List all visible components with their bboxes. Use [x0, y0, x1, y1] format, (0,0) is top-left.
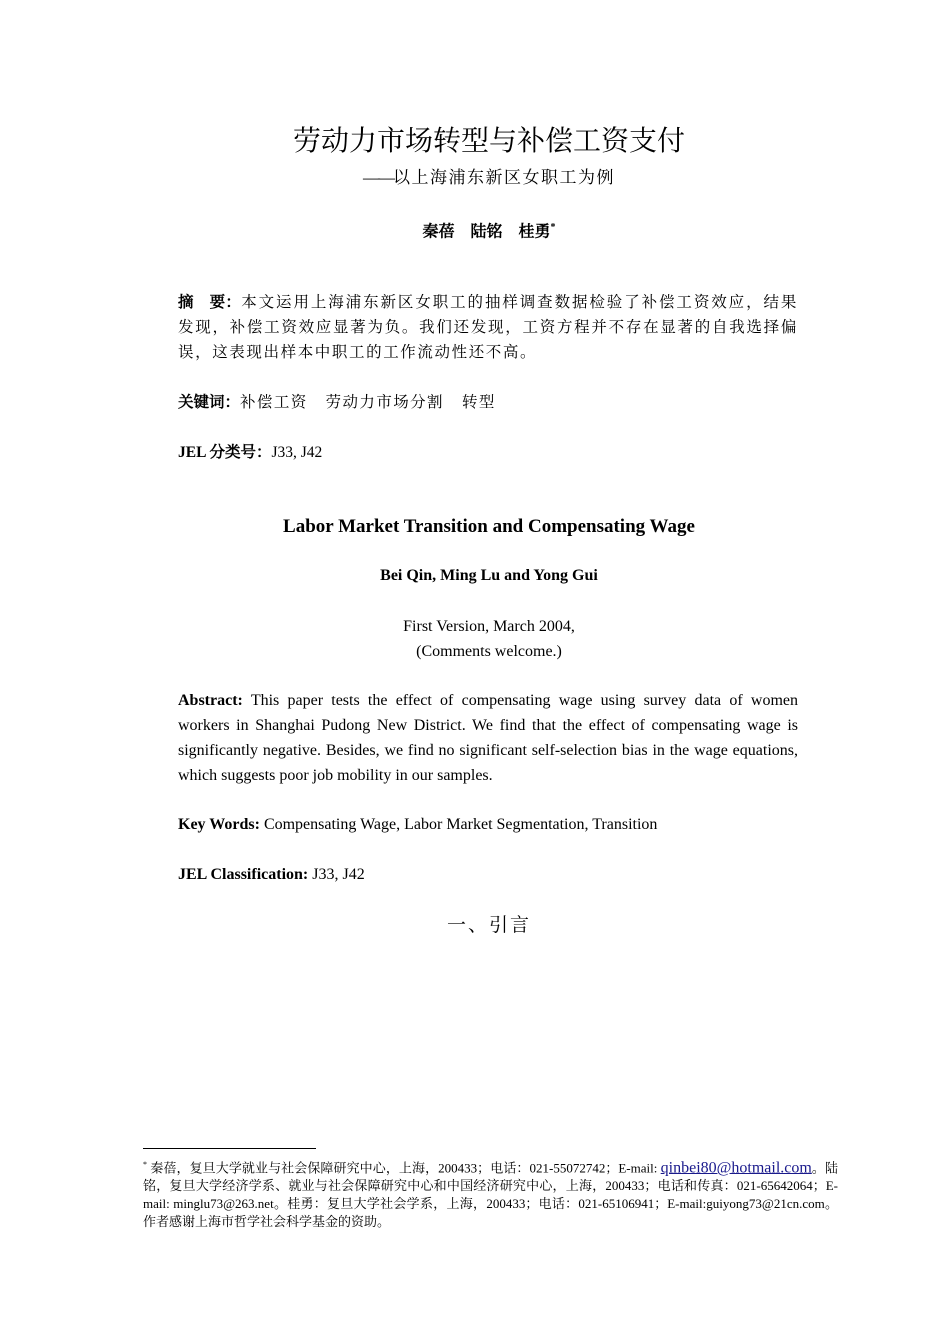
- version-line: First Version, March 2004,: [403, 618, 575, 635]
- email-link[interactable]: qinbei80@hotmail.com: [660, 1159, 812, 1177]
- keyword: 转型: [461, 394, 496, 411]
- chinese-jel-value: J33, J42: [271, 444, 323, 461]
- chinese-keywords-label: 关键词：: [178, 394, 241, 411]
- footnote-text-after: 。陆铭，复旦大学经济学系、就业与社会保障研究中心和中国经济研究中心，上海，200433；电话和传真：021-65642064；E-mail: minglu73@263.net。桂勇：复旦大学社会学系，上海，200433；电话：021-65106941；E-mail:guiyong73@21cn.com。作者感谢上海市哲学社会科学基金的资助。: [143, 1160, 838, 1230]
- chinese-subtitle: [0, 166, 950, 190]
- english-authors: Bei Qin, Ming Lu and Yong Gui: [380, 567, 598, 584]
- footnote-text-before: 秦蓓，复旦大学就业与社会保障研究中心，上海，200433；电话：021-55072742；E-mail:: [150, 1160, 661, 1176]
- footnote-divider: [143, 1148, 316, 1149]
- author-name: 秦蓓: [422, 223, 455, 241]
- comments-line: (Comments welcome.): [416, 643, 562, 660]
- subtitle-dash: ——: [363, 168, 393, 187]
- author-name: 陆铭: [470, 223, 503, 241]
- english-keywords-label: Key Words:: [178, 816, 260, 833]
- chinese-authors: [0, 216, 950, 244]
- subtitle-text: 以上海浦东新区女职工为例: [393, 168, 615, 187]
- footnote-marker: *: [550, 222, 556, 233]
- chinese-jel-label: JEL 分类号：: [178, 444, 272, 461]
- section-heading-introduction: 一、引言: [446, 915, 531, 936]
- english-jel-value: J33, J42: [308, 866, 365, 883]
- chinese-abstract-label: 摘 要：: [178, 294, 242, 311]
- chinese-jel: [178, 440, 798, 465]
- english-jel-label: JEL Classification:: [178, 866, 309, 883]
- english-jel: [178, 862, 798, 887]
- chinese-keywords: [178, 390, 798, 415]
- footnote: [143, 1156, 838, 1231]
- chinese-title: 劳动力市场转型与补偿工资支付: [292, 126, 685, 157]
- english-abstract: [178, 688, 798, 788]
- english-abstract-label: Abstract:: [178, 692, 243, 709]
- chinese-abstract-text: 本文运用上海浦东新区女职工的抽样调查数据检验了补偿工资效应，结果发现，补偿工资效应显著为负。我们还发现，工资方程并不存在显著的自我选择偏误，这表现出样本中职工的工作流动性还不高。: [178, 294, 798, 361]
- english-abstract-text: This paper tests the effect of compensating wage using survey data of women workers in Shanghai Pudong New District. We find that the effect of compensating wage is significantly negative. Besides, we find no significant self-selection bias in the wage equations, which suggests poor job mobility in our samples.: [178, 692, 798, 784]
- keyword: 补偿工资: [240, 394, 308, 411]
- author-name: 桂勇: [518, 223, 551, 241]
- english-keywords: [178, 812, 798, 837]
- footnote-marker: *: [143, 1160, 147, 1169]
- keyword: 劳动力市场分割: [325, 394, 444, 411]
- english-title: Labor Market Transition and Compensating Wage: [283, 516, 695, 537]
- version-note: [0, 614, 950, 664]
- english-keywords-text: Compensating Wage, Labor Market Segmentation, Transition: [259, 816, 658, 833]
- chinese-abstract: [178, 290, 798, 365]
